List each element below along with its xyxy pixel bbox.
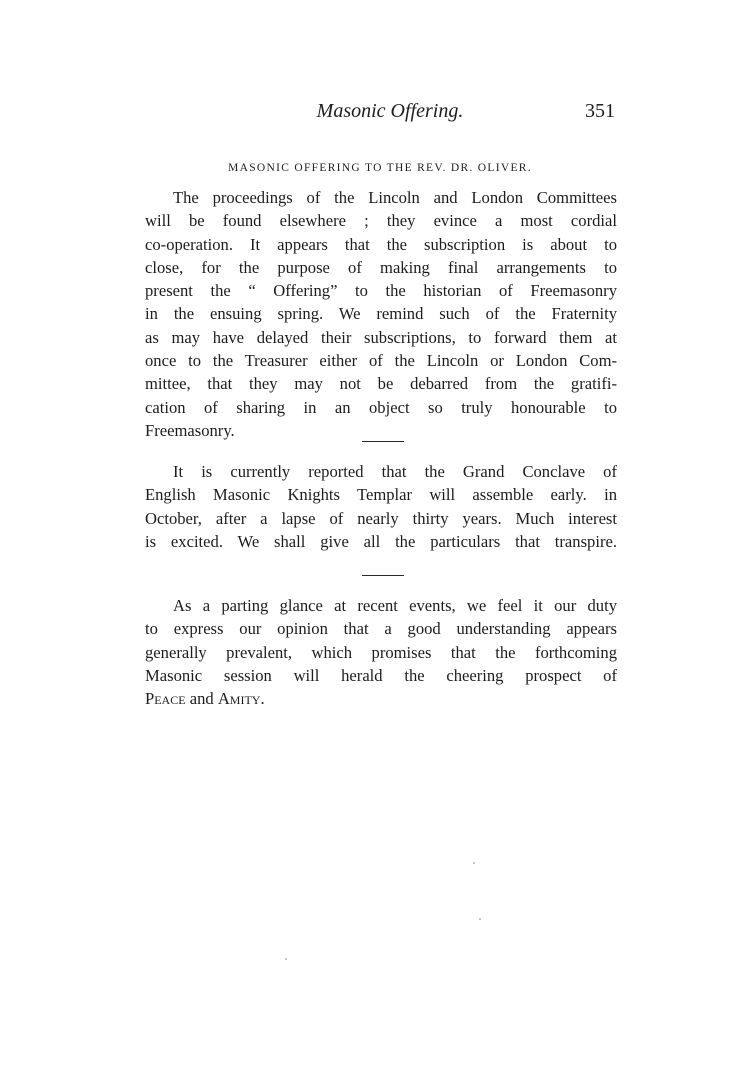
- paragraph-closing-line: [145, 687, 617, 710]
- paper-speck: [285, 958, 287, 960]
- paper-speck: [479, 918, 481, 920]
- paragraph-line: English Masonic Knights Templar will assemble early. in: [145, 485, 617, 505]
- paragraph-line: once to the Treasurer either of the Lincoln or London Com-: [145, 351, 617, 371]
- paragraph-line: Freemasonry.: [145, 420, 235, 440]
- paragraph-line: cation of sharing in an object so truly honourable to: [145, 397, 617, 417]
- section-divider: [362, 575, 404, 576]
- conjunction: and: [185, 689, 218, 709]
- running-title: Masonic Offering.: [316, 100, 464, 122]
- section-heading: MASONIC OFFERING TO THE REV. DR. OLIVER.: [228, 162, 532, 174]
- paragraph-line: co-operation. It appears that the subscription is about to: [145, 234, 617, 254]
- paragraph-templar: [145, 460, 617, 553]
- amity-word: Amity: [217, 689, 261, 709]
- paragraph-line: It is currently reported that the Grand Conclave of: [173, 462, 617, 481]
- section-divider: [362, 441, 404, 442]
- paragraph-closing: [145, 594, 617, 710]
- paragraph-line: mittee, that they may not be debarred from the gratifi-: [145, 374, 617, 394]
- paragraph-line: as may have delayed their subscriptions, to forward them at: [145, 327, 617, 347]
- paragraph-offering: [145, 186, 617, 442]
- paragraph-line: Masonic session will herald the cheering prospect of: [145, 665, 617, 685]
- paragraph-line: is excited. We shall give all the particulars that transpire.: [145, 531, 617, 551]
- closing-period: .: [260, 689, 265, 709]
- paragraph-line: October, after a lapse of nearly thirty years. Much interest: [145, 508, 617, 528]
- peace-word: Peace: [145, 689, 186, 709]
- paragraph-line: close, for the purpose of making final arrangements to: [145, 257, 617, 277]
- paragraph-line: present the “ Offering” to the historian of Freemasonry: [145, 281, 617, 301]
- paragraph-line: generally prevalent, which promises that the forthcoming: [145, 642, 617, 662]
- paragraph-line: will be found elsewhere ; they evince a most cordial: [145, 211, 617, 231]
- paragraph-line: to express our opinion that a good understanding appears: [145, 619, 617, 639]
- paragraph-line: As a parting glance at recent events, we feel it our duty: [173, 596, 617, 615]
- paper-speck: [473, 862, 475, 864]
- page-number: 351: [585, 100, 615, 122]
- paragraph-line: The proceedings of the Lincoln and London Committees: [173, 188, 617, 207]
- paragraph-line: in the ensuing spring. We remind such of the Fraternity: [145, 304, 617, 324]
